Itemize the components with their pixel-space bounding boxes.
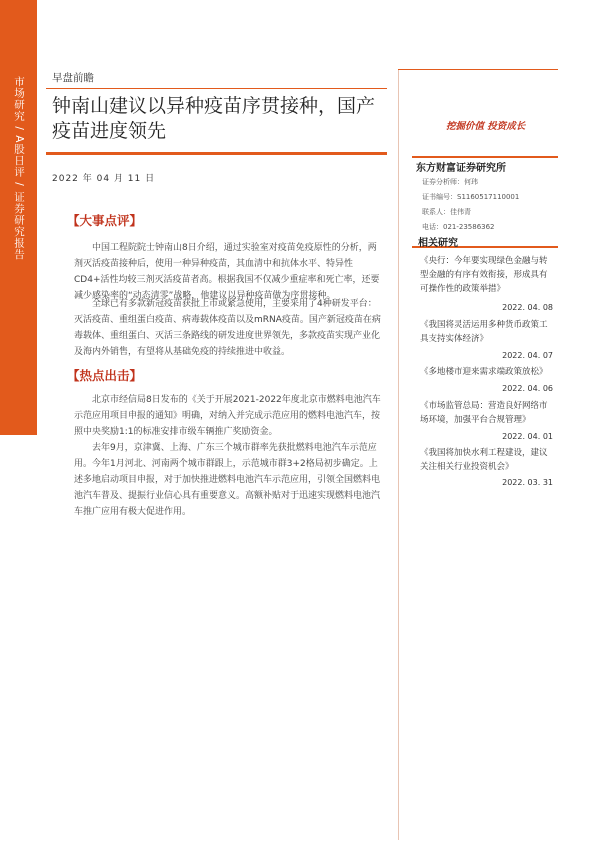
- certificate-number: 证书编号：S1160517110001: [422, 193, 520, 201]
- paragraph: 全球已有多款新冠疫苗获批上市或紧急使用，主要采用了4种研发平台：灭活疫苗、重组蛋白疫苗、病毒载体疫苗以及mRNA疫苗。国产新冠疫苗在病毒载体、重组蛋白、灭活三条路线的研发进度世界领先，多款疫苗实现产业化及海内外销售，有望将从基础免疫的持续推进中收益。: [74, 299, 381, 357]
- related-report-link[interactable]: 《市场监管总局：营造良好网络市场环境，加强平台合规管理》: [420, 401, 548, 425]
- header-rule: [46, 88, 387, 89]
- related-report-link[interactable]: 《我国将灵活运用多种货币政策工具支持实体经济》: [420, 320, 548, 344]
- related-report-date: 2022. 03. 31: [502, 478, 553, 487]
- related-report-link[interactable]: 《我国将加快水利工程建设，建议关注相关行业投资机会》: [420, 448, 548, 472]
- related-report-date: 2022. 04. 07: [502, 351, 553, 360]
- research-firm-name: 东方财富证券研究所: [416, 163, 506, 174]
- contact-person: 联系人：佳伟青: [422, 208, 471, 216]
- firm-rule: [412, 156, 558, 158]
- firm-slogan: 挖掘价值 投资成长: [446, 121, 526, 132]
- column-divider: [398, 70, 399, 840]
- related-research-heading: 相关研究: [418, 238, 458, 249]
- title-underline: [46, 152, 387, 155]
- section-heading-hotspot: 【热点出击】: [67, 368, 143, 383]
- left-sidebar-band: [0, 0, 37, 435]
- report-category: 早盘前瞻: [52, 72, 94, 84]
- header-rule-right: [398, 69, 558, 70]
- related-report-date: 2022. 04. 01: [502, 432, 553, 441]
- related-report-link[interactable]: 《央行：今年要实现绿色金融与转型金融的有序有效衔接，形成具有可操作性的政策举措》: [420, 256, 548, 294]
- report-date: 2022 年 04 月 11 日: [52, 174, 156, 184]
- paragraph: 去年9月，京津冀、上海、广东三个城市群率先获批燃料电池汽车示范应用。今年1月河北、河南两个城市群跟上，示范城市群3+2格局初步确定。上述多地启动项目申报，对于加快推进燃料电池汽车示范应用，引领全国燃料电池汽车普及、提振行业信心具有重要意义。高额补贴对于迅速实现燃料电池汽车推广应用有极大促进作用。: [74, 443, 381, 517]
- analyst-name: 证券分析师：何玮: [422, 178, 478, 186]
- sidebar-label: 市场研究 / A股日评 / 证券研究报告: [13, 76, 25, 261]
- paragraph: 中国工程院院士钟南山8日介绍，通过实验室对疫苗免疫原性的分析，两剂灭活疫苗接种后，使用一种异种疫苗，其血清中和抗体水平、特异性CD4+活性均较三剂灭活疫苗者高。根据我国不仅减少重症率和死亡率，还要减少感染率的“动态清零”战略，他建议以异种疫苗做为序贯接种。: [74, 243, 380, 301]
- related-report-date: 2022. 04. 08: [502, 303, 553, 312]
- paragraph: 北京市经信局8日发布的《关于开展2021-2022年度北京市燃料电池汽车示范应用项目申报的通知》明确，对纳入并完成示范应用的燃料电池汽车，按照中央奖励1:1的标准安排市级车辆推广奖励资金。: [74, 395, 381, 437]
- related-report-date: 2022. 04. 06: [502, 384, 553, 393]
- related-report-link[interactable]: 《多地楼市迎来需求端政策放松》: [420, 367, 548, 377]
- section-heading-events: 【大事点评】: [67, 213, 143, 228]
- report-title: 钟南山建议以异种疫苗序贯接种，国产疫苗进度领先: [52, 95, 376, 142]
- phone-number: 电话：021-23586362: [422, 223, 495, 231]
